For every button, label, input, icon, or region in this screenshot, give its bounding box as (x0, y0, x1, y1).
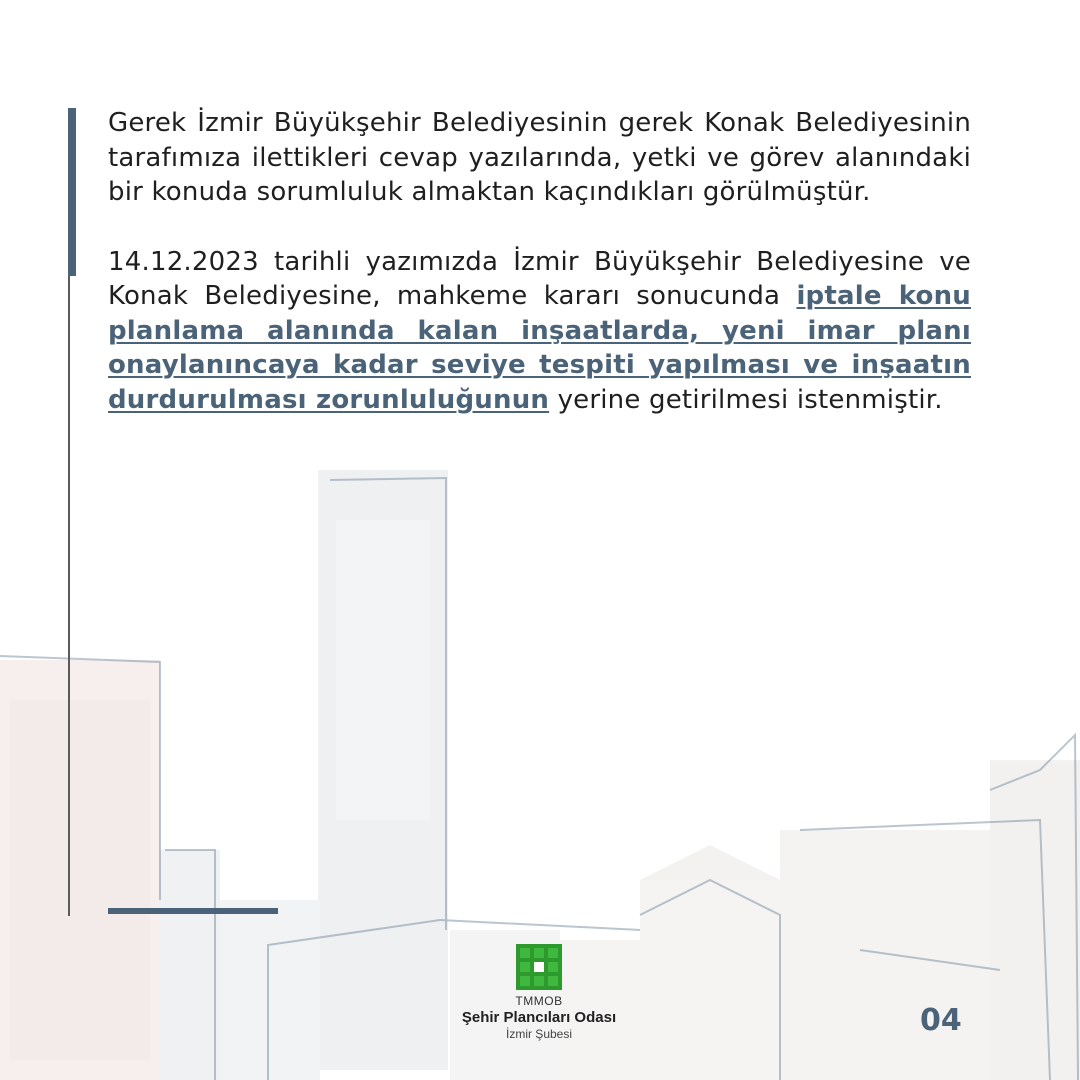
page-number: 04 (920, 1003, 962, 1038)
logo-organization-name: Şehir Plancıları Odası (461, 1009, 617, 1026)
vertical-divider (68, 276, 70, 916)
slide-body (108, 106, 971, 417)
paragraph-2-highlight: iptale konu planlama alanında kalan inşaatlarda, yeni imar planı onaylanıncaya kadar seviye tespiti yapılması ve inşaatın durdurulması zorunluluğunun (108, 281, 971, 415)
accent-bar (68, 108, 76, 276)
paragraph-2-outro: yerine getirilmesi istenmiştir. (549, 384, 943, 415)
paragraph-2-intro: 14.12.2023 tarihli yazımızda İzmir Büyükşehir Belediyesine ve Konak Belediyesine, mahkeme kararı sonucunda (108, 246, 971, 311)
paragraph-2 (108, 245, 971, 418)
green-grid-square-icon (516, 944, 562, 990)
bottom-accent-rule (108, 908, 278, 914)
logo-top-text: TMMOB (515, 994, 563, 1008)
logo-branch-name: İzmir Şubesi (505, 1027, 573, 1041)
organization-logo (444, 944, 634, 1041)
paragraph-1: Gerek İzmir Büyükşehir Belediyesinin gerek Konak Belediyesinin tarafımıza ilettikleri cevap yazılarında, yetki ve görev alanındaki bir konuda sorumluluk almaktan kaçındıkları görülmüştür. (108, 108, 971, 207)
